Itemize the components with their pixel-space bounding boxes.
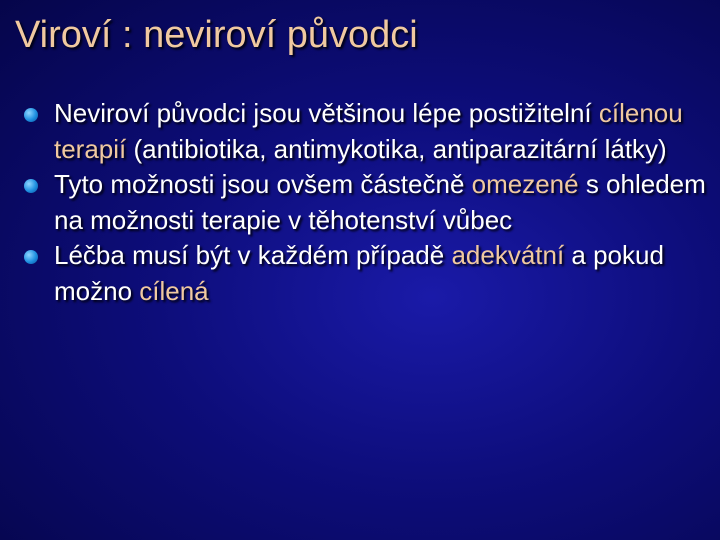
bullet-text: Neviroví původci jsou většinou lépe postižitelní (54, 98, 599, 128)
bullet-list (22, 96, 712, 309)
bullet-text: a pokud možno (54, 240, 664, 306)
bullet-item (22, 167, 712, 238)
bullet-text: Tyto možnosti jsou ovšem částečně (54, 169, 472, 199)
bullet-text: Léčba musí být v každém případě (54, 240, 452, 270)
bullet-text: s ohledem na možnosti terapie v těhotenství vůbec (54, 169, 706, 235)
bullet-dot-icon (24, 179, 38, 193)
bullet-item (22, 238, 712, 309)
bullet-text: (antibiotika, antimykotika, antiparazitární látky) (126, 133, 667, 164)
bullet-highlight: cílená (139, 275, 209, 306)
bullet-dot-icon (24, 108, 38, 122)
bullet-dot-icon (24, 250, 38, 264)
slide-title: Viroví : neviroví původci (15, 14, 418, 56)
bullet-item (22, 96, 712, 167)
bullet-highlight: omezené (471, 169, 579, 199)
bullet-highlight: cílenou terapií (54, 98, 683, 164)
bullet-highlight: adekvátní (451, 240, 565, 270)
